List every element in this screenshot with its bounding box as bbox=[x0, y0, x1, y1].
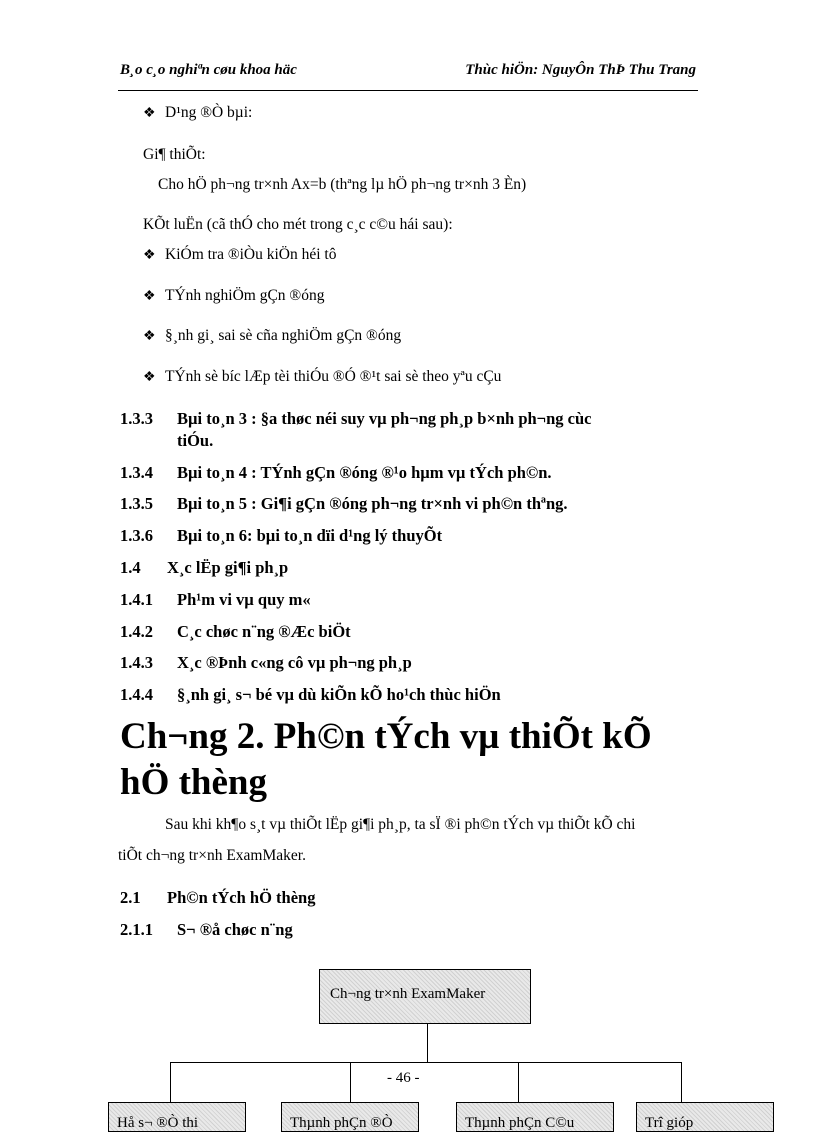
conclusion-label: KÕt luËn (cã thÓ cho mét trong c¸c c©u hái sau): bbox=[143, 216, 453, 233]
section-number: 1.4.4 bbox=[120, 685, 153, 704]
section-title: Bµi to¸n 4 : TÝnh gÇn ®óng ®¹o hµm vµ tÝch ph©n. bbox=[177, 463, 552, 482]
section-heading-1-3-4 bbox=[120, 463, 552, 483]
question-text: TÝnh sè bíc lÆp tèi thiÓu ®Ó ®¹t sai sè theo yªu cÇu bbox=[165, 368, 502, 385]
diamond-bullet-icon: ❖ bbox=[143, 248, 156, 263]
assumption-text: Cho hÖ ph¬ng tr×nh Ax=b (thªng lµ hÖ ph¬ng tr×nh 3 Èn) bbox=[158, 176, 527, 193]
section-number: 1.4.2 bbox=[120, 622, 153, 641]
use-form-label: D¹ng ®Ò bµi: bbox=[165, 104, 253, 121]
question-text: TÝnh nghiÖm gÇn ®óng bbox=[165, 287, 325, 304]
use-form-item bbox=[143, 104, 252, 122]
section-title: S¬ ®å chøc n¨ng bbox=[177, 920, 293, 939]
section-heading-1-3-3 bbox=[120, 409, 591, 429]
diagram-connector-branch bbox=[170, 1062, 171, 1102]
section-heading-1-4-2 bbox=[120, 622, 351, 642]
page-number: - 46 - bbox=[383, 1070, 424, 1087]
section-heading-1-3-3-cont: tiÓu. bbox=[177, 431, 214, 450]
diamond-bullet-icon: ❖ bbox=[143, 329, 156, 344]
chapter-title-line-1: Ch¬ng 2. Ph©n tÝch vµ thiÕt kÕ bbox=[120, 716, 652, 757]
diagram-child-box bbox=[108, 1102, 246, 1132]
section-title: Bµi to¸n 6: bµi to¸n dïi d¹ng lý thuyÕt bbox=[177, 526, 443, 545]
question-item bbox=[143, 368, 501, 386]
diagram-child-box bbox=[456, 1102, 614, 1132]
diagram-connector-horizontal bbox=[170, 1062, 682, 1063]
section-heading-1-3-5 bbox=[120, 494, 568, 514]
question-text: KiÓm tra ®iÒu kiÖn héi tô bbox=[165, 246, 337, 263]
question-item bbox=[143, 287, 324, 305]
diagram-connector-branch bbox=[518, 1062, 519, 1102]
section-heading-1-4-1 bbox=[120, 590, 311, 610]
header-rule bbox=[118, 90, 698, 91]
diagram-child-box bbox=[636, 1102, 774, 1132]
section-title: X¸c lËp gi¶i ph¸p bbox=[167, 558, 289, 577]
section-number: 1.3.4 bbox=[120, 463, 153, 482]
section-number: 1.3.5 bbox=[120, 494, 153, 513]
section-heading-1-4-4 bbox=[120, 685, 501, 705]
section-number: 1.4.1 bbox=[120, 590, 153, 609]
section-title: Bµi to¸n 5 : Gi¶i gÇn ®óng ph¬ng tr×nh vi ph©n thªng. bbox=[177, 494, 568, 513]
chapter-title-line-2: hÖ thèng bbox=[120, 762, 268, 803]
intro-paragraph-line-1: Sau khi kh¶o s¸t vµ thiÕt lËp gi¶i ph¸p, ta sÏ ®i ph©n tÝch vµ thiÕt kÕ chi bbox=[165, 816, 636, 833]
diagram-child-label: Thµnh phÇn C©u bbox=[465, 1115, 575, 1131]
intro-paragraph-line-2: tiÕt ch¬ng tr×nh ExamMaker. bbox=[118, 847, 306, 864]
section-number: 2.1.1 bbox=[120, 920, 153, 939]
section-title: Ph¹m vi vµ quy m« bbox=[177, 590, 311, 609]
diagram-connector-branch bbox=[681, 1062, 682, 1102]
section-heading-2-1 bbox=[120, 888, 315, 908]
section-heading-1-4 bbox=[120, 558, 288, 578]
diagram-root-label: Ch¬ng tr×nh ExamMaker bbox=[330, 986, 486, 1002]
section-heading-1-4-3 bbox=[120, 653, 412, 673]
diagram-child-box bbox=[281, 1102, 419, 1132]
section-title: C¸c chøc n¨ng ®Æc biÖt bbox=[177, 622, 351, 641]
diagram-connector-branch bbox=[350, 1062, 351, 1102]
section-title: Bµi to¸n 3 : §a thøc néi suy vµ ph¬ng ph¸p b×nh ph¬ng cùc bbox=[177, 409, 592, 428]
diagram-child-label: Trî gióp bbox=[645, 1115, 694, 1131]
header-left-title: B¸o c¸o nghiªn cøu khoa häc bbox=[120, 62, 297, 78]
section-heading-2-1-1 bbox=[120, 920, 293, 940]
question-text: §¸nh gi¸ sai sè cña nghiÖm gÇn ®óng bbox=[165, 327, 402, 344]
diagram-child-label: Hå s¬ ®Ò thi bbox=[117, 1115, 199, 1131]
diagram-child-label: Thµnh phÇn ®Ò bbox=[290, 1115, 393, 1131]
diamond-bullet-icon: ❖ bbox=[143, 370, 156, 385]
diagram-connector-vertical bbox=[427, 1024, 428, 1062]
section-number: 2.1 bbox=[120, 888, 141, 907]
section-title: Ph©n tÝch hÖ thèng bbox=[167, 888, 316, 907]
assumption-label: Gi¶ thiÕt: bbox=[143, 146, 206, 163]
section-number: 1.4 bbox=[120, 558, 141, 577]
section-heading-1-3-6 bbox=[120, 526, 442, 546]
section-number: 1.3.6 bbox=[120, 526, 153, 545]
section-number: 1.3.3 bbox=[120, 409, 153, 428]
section-title: X¸c ®Þnh c«ng cô vµ ph¬ng ph¸p bbox=[177, 653, 412, 672]
diagram-root-box bbox=[319, 969, 531, 1024]
diamond-bullet-icon: ❖ bbox=[143, 289, 156, 304]
question-item bbox=[143, 246, 337, 264]
section-number: 1.4.3 bbox=[120, 653, 153, 672]
section-title: §¸nh gi¸ s¬ bé vµ dù kiÕn kÕ ho¹ch thùc hiÖn bbox=[177, 685, 501, 704]
diamond-bullet-icon: ❖ bbox=[143, 106, 156, 121]
header-author: Thùc hiÖn: NguyÔn ThÞ Thu Trang bbox=[465, 62, 696, 78]
question-item bbox=[143, 327, 401, 345]
